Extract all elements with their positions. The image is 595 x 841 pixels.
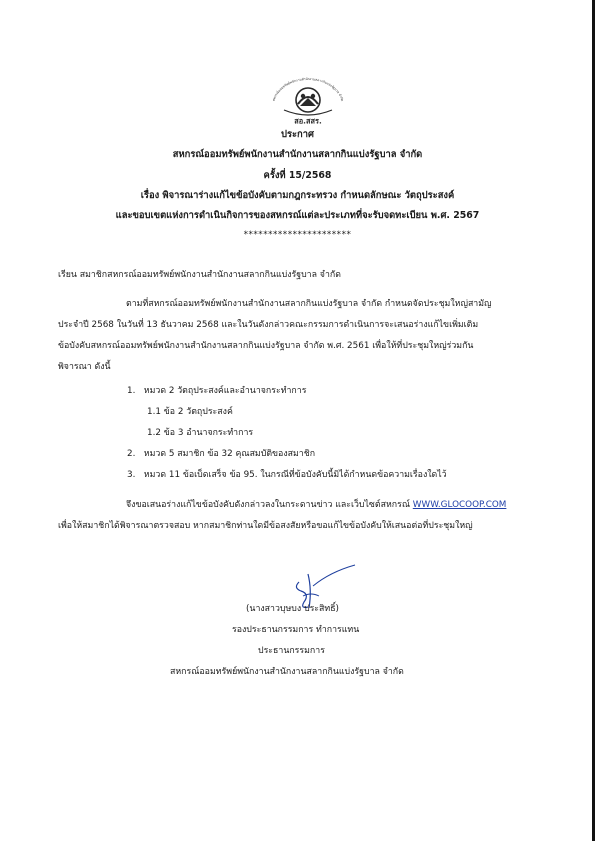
website-link[interactable]: WWW.GLOCOOP.COM	[412, 500, 507, 510]
list-item: 1.1 ข้อ 2 วัตถุประสงค์	[147, 407, 233, 417]
signer-title-1: รองประธานกรรมการ ทำการแทน	[232, 625, 360, 635]
salutation: เรียน สมาชิกสหกรณ์ออมทรัพย์พนักงานสำนักงานสลากกินแบ่งรัฐบาล จำกัด	[58, 270, 341, 280]
list-item: 1.2 ข้อ 3 อำนาจกระทำการ	[147, 428, 254, 438]
signer-organization: สหกรณ์ออมทรัพย์พนักงานสำนักงานสลากกินแบ่งรัฐบาล จำกัด	[170, 667, 404, 677]
header-divider: **********************	[243, 230, 352, 240]
announcement-label: ประกาศ	[281, 129, 314, 140]
body-line-1: ตามที่สหกรณ์ออมทรัพย์พนักงานสำนักงานสลากกินแบ่งรัฐบาล จำกัด กำหนดจัดประชุมใหญ่สามัญ	[126, 299, 492, 309]
closing-line-2: เพื่อให้สมาชิกได้พิจารณาตรวจสอบ หากสมาชิกท่านใดมีข้อสงสัยหรือขอแก้ไขข้อบังคับให้เสนอต่อที่ประชุมใหญ่	[58, 521, 473, 531]
signer-title-2: ประธานกรรมการ	[258, 646, 325, 656]
organization-name: สหกรณ์ออมทรัพย์พนักงานสำนักงานสลากกินแบ่งรัฐบาล จำกัด	[172, 149, 423, 160]
body-line-4: พิจารณา ดังนี้	[58, 362, 111, 372]
list-item: 1. หมวด 2 วัตถุประสงค์และอำนาจกระทำการ	[127, 386, 307, 396]
body-line-2: ประจำปี 2568 ในวันที่ 13 ธันวาคม 2568 และในวันดังกล่าวคณะกรรมการดำเนินการจะเสนอร่างแก้ไขเพิ่มเติม	[58, 320, 479, 330]
issue-number: ครั้งที่ 15/2568	[263, 170, 332, 181]
body-line-3: ข้อบังคับสหกรณ์ออมทรัพย์พนักงานสำนักงานสลากกินแบ่งรัฐบาล จำกัด พ.ศ. 2561 เพื่อให้ที่ประชุมใหญ่ร่วมกัน	[58, 341, 474, 351]
subject-line-1: เรื่อง พิจารณาร่างแก้ไขข้อบังคับตามกฎกระทรวง กำหนดลักษณะ วัตถุประสงค์	[140, 190, 455, 201]
list-item: 2. หมวด 5 สมาชิก ข้อ 32 คุณสมบัติของสมาชิก	[127, 449, 316, 459]
list-item: 3. หมวด 11 ข้อเบ็ดเสร็จ ข้อ 95. ในกรณีที่ข้อบังคับนี้มิได้กำหนดข้อความเรื่องใดไว้	[127, 470, 447, 480]
cooperative-logo	[262, 76, 354, 126]
subject-line-2: และขอบเขตแห่งการดำเนินกิจการของสหกรณ์แต่ละประเภทที่จะรับจดทะเบียน พ.ศ. 2567	[115, 210, 480, 221]
signer-name: (นางสาวบุษบง ประสิทธิ์)	[246, 604, 339, 614]
svg-text:สหกรณ์ออมทรัพย์พนักงานสำนักงาน: สหกรณ์ออมทรัพย์พนักงานสำนักงานสลากกินแบ่งรัฐบาล จำกัด	[271, 76, 345, 102]
closing-line-1: จึงขอเสนอร่างแก้ไขข้อบังคับดังกล่าวลงในกระดานข่าว และเว็บไซต์สหกรณ์ WWW.GLOCOOP.COM	[126, 500, 507, 510]
svg-text:สอ.สสร.: สอ.สสร.	[294, 116, 322, 126]
